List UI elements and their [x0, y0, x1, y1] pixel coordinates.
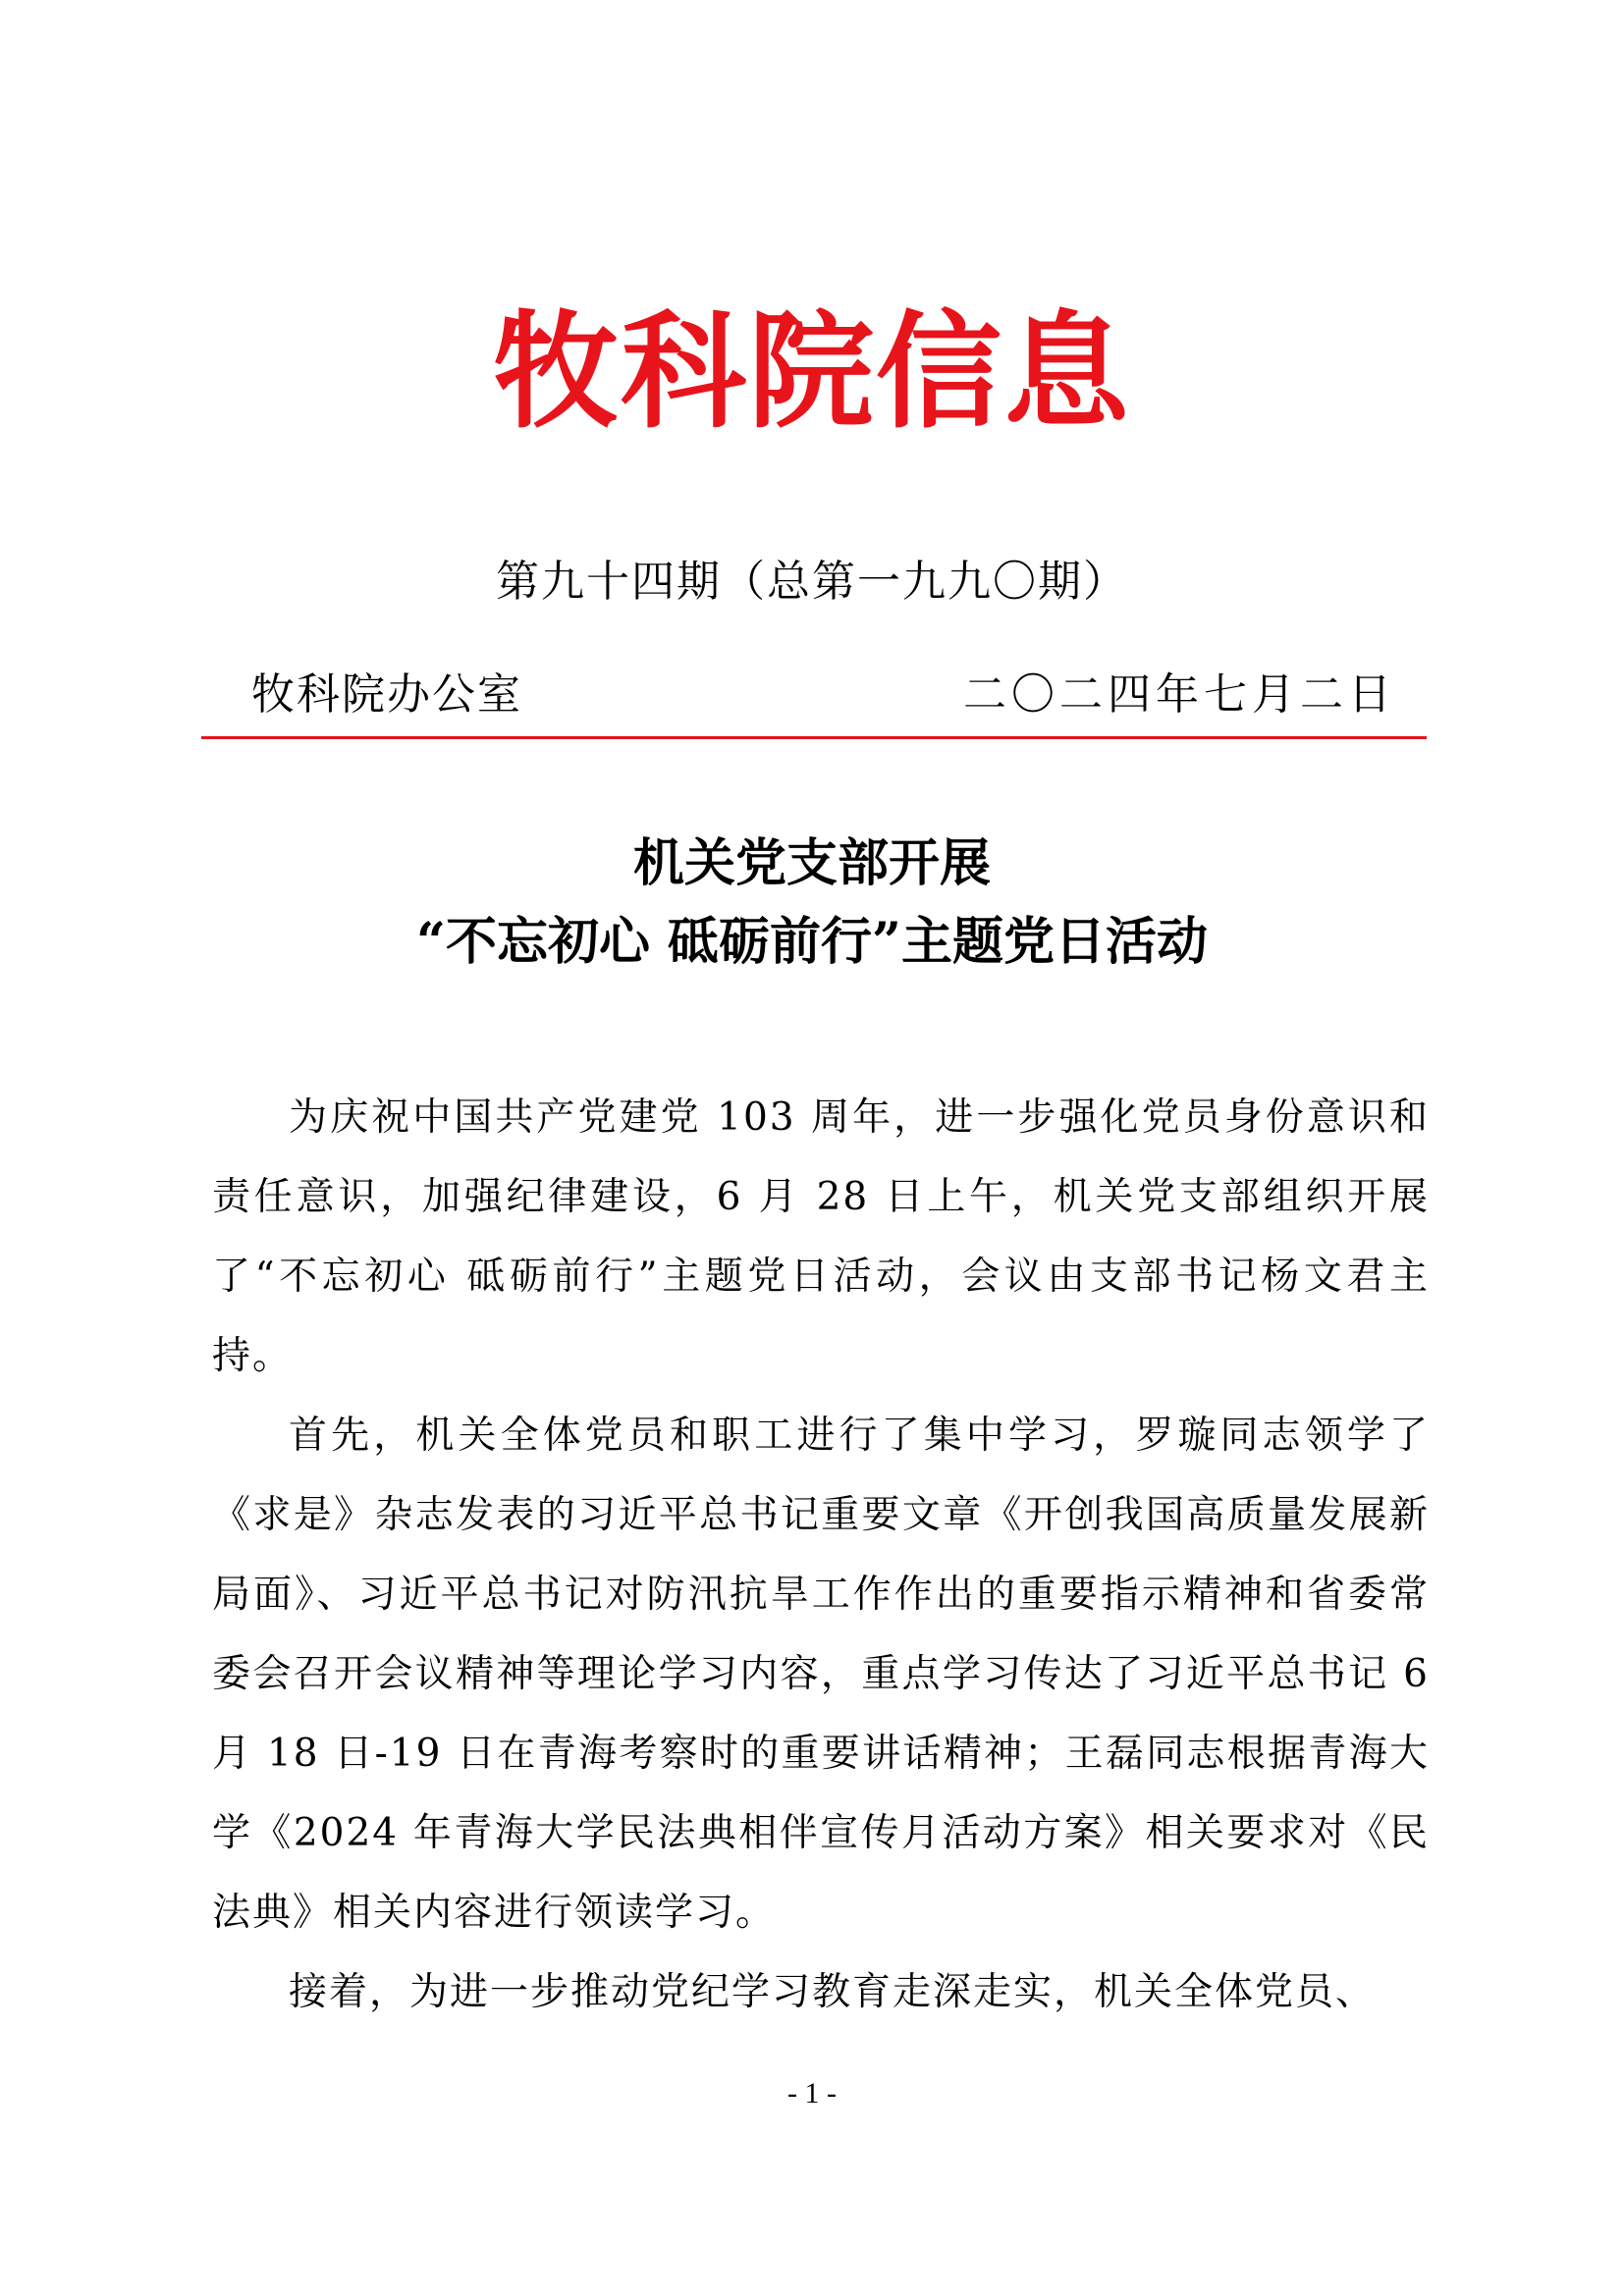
paragraph: 接着，为进一步推动党纪学习教育走深走实，机关全体党员、: [289, 1970, 1377, 2014]
paragraph: 为庆祝中国共产党建党 103 周年，进一步强化党员身份意识和责任意识，加强纪律建设，6 月 28 日上午，机关党支部组织开展了“不忘初心 砥砺前行”主题党日活动，会议由支部书记杨文君主持。: [212, 1095, 1430, 1378]
masthead-title: 牧科院信息: [492, 299, 1131, 446]
article-title-line-1: 机关党支部开展: [632, 833, 991, 893]
article-title: [0, 825, 1624, 982]
article-body: [212, 1078, 1430, 2032]
article-title-line-2: “不忘初心 砥砺前行”主题党日活动: [416, 912, 1208, 972]
issue-number: 第九十四期（总第一九九〇期）: [496, 557, 1128, 607]
page-number: - 1 -: [787, 2077, 837, 2109]
issuer: 牧科院办公室: [251, 669, 522, 720]
header-divider: [201, 736, 1427, 739]
paragraph: 首先，机关全体党员和职工进行了集中学习，罗璇同志领学了《求是》杂志发表的习近平总书记重要文章《开创我国高质量发展新局面》、习近平总书记对防汛抗旱工作作出的重要指示精神和省委常委会召开会议精神等理论学习内容，重点学习传达了习近平总书记 6 月 18 日-19 日在青海考察时的重要讲话精神；王磊同志根据青海大学《2024 年青海大学民法典相伴宣传月活动方案》相关要求对《民法典》相关内容进行领读学习。: [212, 1414, 1430, 1935]
issue-date: 二〇二四年七月二日: [963, 669, 1396, 720]
